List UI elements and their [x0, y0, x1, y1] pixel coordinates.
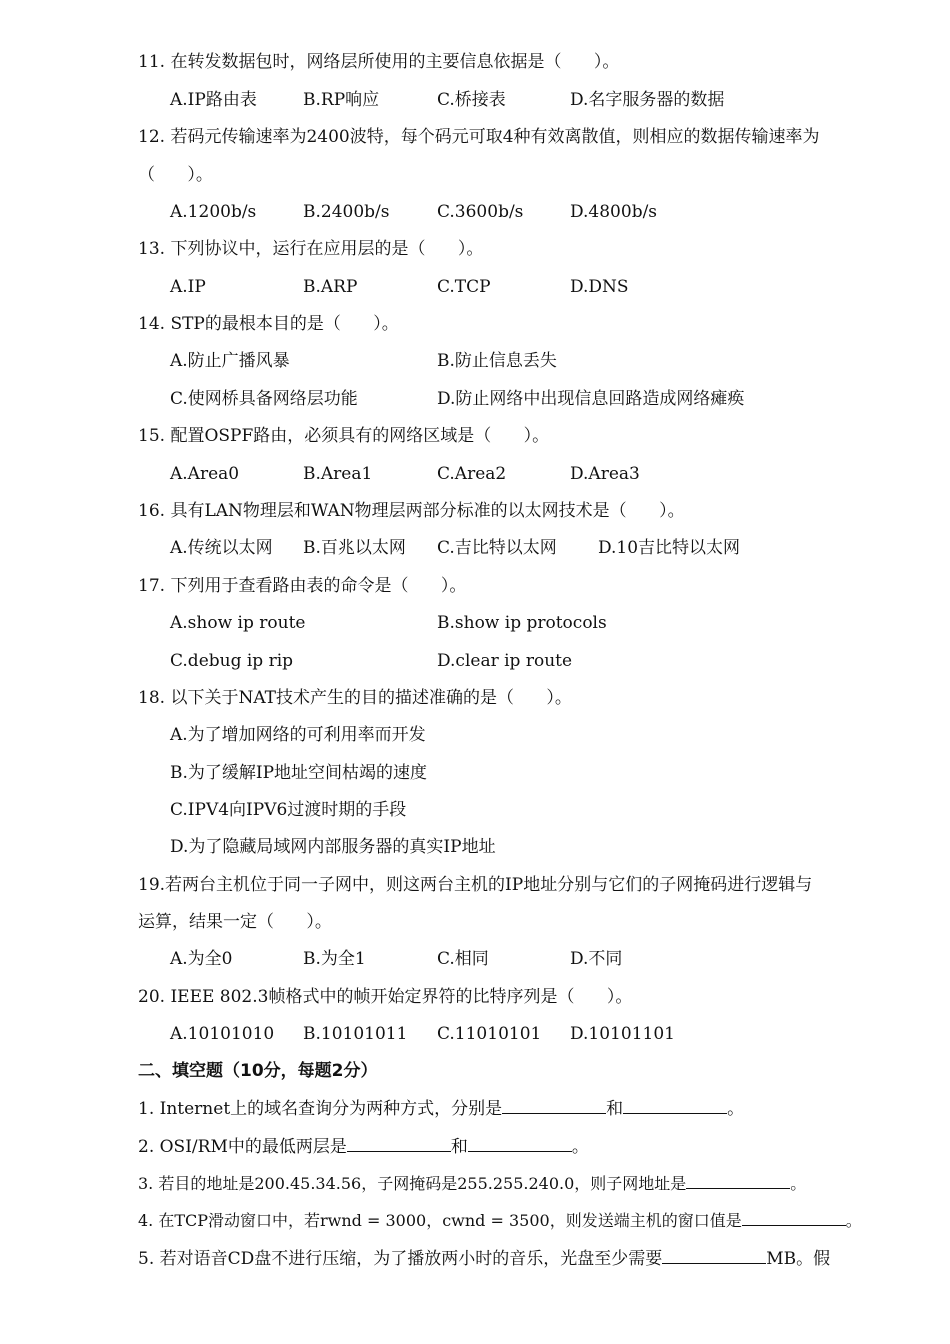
q18-option-c: C.IPV4向IPV6过渡时期的手段	[170, 800, 407, 820]
fill-blank-1-text-b: 和	[606, 1099, 624, 1119]
fill-blank-2-text-c: 。	[571, 1137, 589, 1157]
answer-blank[interactable]	[468, 1135, 572, 1152]
fill-blank-3-text-c: 。	[790, 1174, 807, 1193]
q15-option-a: A.Area0	[170, 464, 240, 484]
q14-option-a: A.防止广播风暴	[170, 351, 290, 371]
q20-option-b: B.10101011	[303, 1024, 408, 1044]
question-17-stem: 17. 下列用于查看路由表的命令是（ ）。	[138, 576, 467, 596]
q12-option-b: B.2400b/s	[303, 202, 390, 222]
fill-blank-1-text-c: 。	[727, 1099, 745, 1119]
fill-blank-3-text-a: 3. 若目的地址是200.45.34.56，子网掩码是255.255.240.0，则子网地址是	[138, 1174, 687, 1193]
q15-option-b: B.Area1	[303, 464, 373, 484]
q17-option-d: D.clear ip route	[437, 651, 573, 671]
fill-blank-5	[138, 1247, 830, 1270]
fill-blank-4	[138, 1209, 862, 1232]
q17-option-c: C.debug ip rip	[170, 651, 294, 671]
question-13-stem: 13. 下列协议中，运行在应用层的是（ ）。	[138, 239, 484, 259]
answer-blank[interactable]	[686, 1172, 790, 1189]
answer-blank[interactable]	[742, 1209, 846, 1226]
question-12-stem-cont: （ ）。	[138, 165, 213, 185]
q11-option-d: D.名字服务器的数据	[570, 90, 725, 110]
q12-option-c: C.3600b/s	[437, 202, 524, 222]
question-19-stem: 19.若两台主机位于同一子网中，则这两台主机的IP地址分别与它们的子网掩码进行逻辑与	[138, 875, 813, 895]
fill-blank-3	[138, 1172, 806, 1195]
answer-blank[interactable]	[623, 1097, 727, 1114]
q13-option-b: B.ARP	[303, 277, 358, 297]
fill-blank-2-text-b: 和	[450, 1137, 468, 1157]
q19-option-c: C.相同	[437, 949, 489, 969]
fill-blank-1	[138, 1097, 744, 1120]
q17-option-b: B.show ip protocols	[437, 613, 607, 633]
answer-blank[interactable]	[502, 1097, 606, 1114]
question-16-stem: 16. 具有LAN物理层和WAN物理层两部分标准的以太网技术是（ ）。	[138, 501, 685, 521]
fill-blank-5-text-c: MB。假	[766, 1249, 831, 1269]
q18-option-a: A.为了增加网络的可利用率而开发	[170, 725, 426, 745]
question-14-stem: 14. STP的最根本目的是（ ）。	[138, 314, 399, 334]
q19-option-d: D.不同	[570, 949, 623, 969]
q11-option-b: B.RP响应	[303, 90, 380, 110]
question-20-stem: 20. IEEE 802.3帧格式中的帧开始定界符的比特序列是（ ）。	[138, 987, 633, 1007]
q13-option-a: A.IP	[170, 277, 206, 297]
question-12-stem: 12. 若码元传输速率为2400波特，每个码元可取4种有效离散值，则相应的数据传输速率为	[138, 127, 820, 147]
q15-option-d: D.Area3	[570, 464, 640, 484]
q13-option-d: D.DNS	[570, 277, 629, 297]
q16-option-c: C.吉比特以太网	[437, 538, 557, 558]
q14-option-d: D.防止网络中出现信息回路造成网络瘫痪	[437, 389, 745, 409]
q17-option-a: A.show ip route	[170, 613, 306, 633]
section-2-heading: 二、填空题（10分，每题2分）	[138, 1061, 378, 1081]
answer-blank[interactable]	[662, 1247, 766, 1264]
q14-option-c: C.使网桥具备网络层功能	[170, 389, 358, 409]
question-19-stem-cont: 运算，结果一定（ ）。	[138, 912, 332, 932]
fill-blank-5-text-a: 5. 若对语音CD盘不进行压缩，为了播放两小时的音乐，光盘至少需要	[138, 1249, 663, 1269]
q12-option-a: A.1200b/s	[170, 202, 257, 222]
fill-blank-4-text-a: 4. 在TCP滑动窗口中，若rwnd = 3000，cwnd = 3500，则发送端主机的窗口值是	[138, 1211, 742, 1230]
answer-blank[interactable]	[347, 1135, 451, 1152]
q16-option-a: A.传统以太网	[170, 538, 273, 558]
fill-blank-2	[138, 1135, 589, 1158]
fill-blank-4-text-c: 。	[845, 1211, 862, 1230]
q12-option-d: D.4800b/s	[570, 202, 658, 222]
q18-option-b: B.为了缓解IP地址空间枯竭的速度	[170, 763, 428, 783]
question-18-stem: 18. 以下关于NAT技术产生的目的描述准确的是（ ）。	[138, 688, 572, 708]
q20-option-d: D.10101101	[570, 1024, 675, 1044]
q14-option-b: B.防止信息丢失	[437, 351, 557, 371]
q18-option-d: D.为了隐藏局域网内部服务器的真实IP地址	[170, 837, 496, 857]
q13-option-c: C.TCP	[437, 277, 491, 297]
q20-option-c: C.11010101	[437, 1024, 542, 1044]
question-15-stem: 15. 配置OSPF路由，必须具有的网络区域是（ ）。	[138, 426, 550, 446]
q11-option-a: A.IP路由表	[170, 90, 257, 110]
q20-option-a: A.10101010	[170, 1024, 275, 1044]
fill-blank-2-text-a: 2. OSI/RM中的最低两层是	[138, 1137, 347, 1157]
q16-option-b: B.百兆以太网	[303, 538, 406, 558]
q19-option-b: B.为全1	[303, 949, 366, 969]
q19-option-a: A.为全0	[170, 949, 233, 969]
q11-option-c: C.桥接表	[437, 90, 506, 110]
q16-option-d: D.10吉比特以太网	[598, 538, 741, 558]
q15-option-c: C.Area2	[437, 464, 507, 484]
question-11-stem: 11. 在转发数据包时，网络层所使用的主要信息依据是（ ）。	[138, 52, 620, 72]
fill-blank-1-text-a: 1. Internet上的域名查询分为两种方式，分别是	[138, 1099, 503, 1119]
